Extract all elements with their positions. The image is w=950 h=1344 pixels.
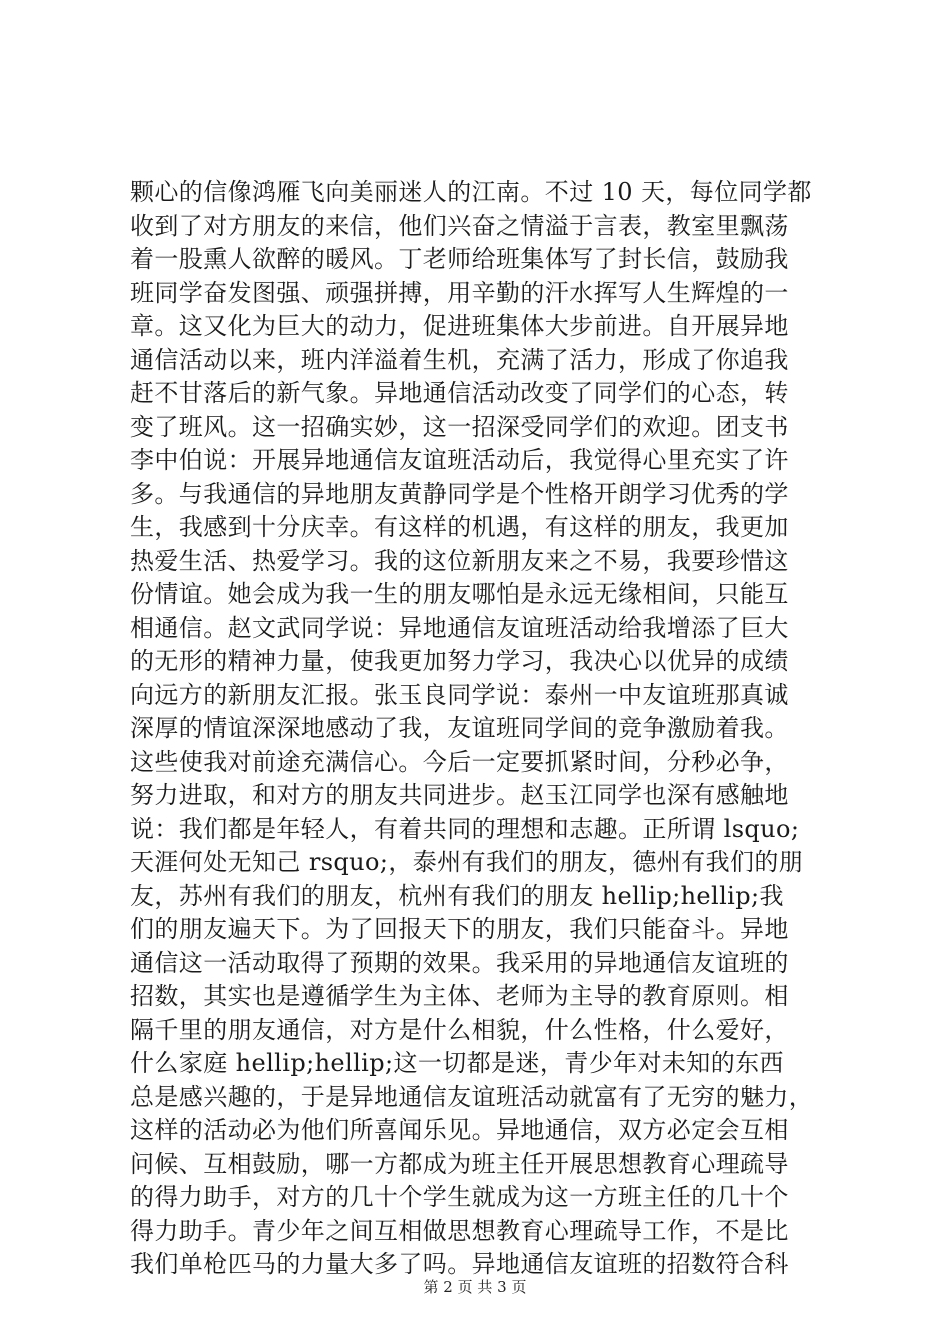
body-text xyxy=(130,176,830,1282)
text-line: 李中伯说：开展异地通信友谊班活动后，我觉得心里充实了许 xyxy=(130,446,789,474)
page-footer: 第 2 页 共 3 页 xyxy=(423,1278,527,1296)
text-line: 友，苏州有我们的朋友，杭州有我们的朋友 hellip;hellip;我 xyxy=(130,881,784,910)
text-line: 向远方的新朋友汇报。张玉良同学说：泰州一中友谊班那真诚 xyxy=(130,680,789,709)
text-line: 说：我们都是年轻人，有着共同的理想和志趣。正所谓 lsquo; xyxy=(130,814,800,843)
text-line: 们的朋友遍天下。为了回报天下的朋友，我们只能奋斗。异地 xyxy=(130,915,789,943)
text-line: 这样的活动必为他们所喜闻乐见。异地通信，双方必定会互相 xyxy=(130,1116,789,1144)
text-line: 赶不甘落后的新气象。异地通信活动改变了同学们的心态，转 xyxy=(130,379,789,407)
text-line: 这些使我对前途充满信心。今后一定要抓紧时间，分秒必争， xyxy=(130,747,789,776)
text-line: 我们单枪匹马的力量大多了吗。异地通信友谊班的招数符合科 xyxy=(130,1250,789,1278)
text-line: 的得力助手，对方的几十个学生就成为这一方班主任的几十个 xyxy=(130,1183,789,1211)
text-line: 份情谊。她会成为我一生的朋友哪怕是永远无缘相间，只能互 xyxy=(130,580,789,608)
text-line: 颗心的信像鸿雁飞向美丽迷人的江南。不过 10 天，每位同学都 xyxy=(130,178,812,206)
text-line: 变了班风。这一招确实妙，这一招深受同学们的欢迎。团支书 xyxy=(130,412,789,441)
text-line: 总是感兴趣的，于是异地通信友谊班活动就富有了无穷的魅力， xyxy=(130,1082,814,1111)
text-line: 问候、互相鼓励，哪一方都成为班主任开展思想教育心理疏导 xyxy=(130,1149,789,1178)
text-line: 的无形的精神力量，使我更加努力学习，我决心以优异的成绩 xyxy=(130,647,789,675)
text-line: 收到了对方朋友的来信，他们兴奋之情溢于言表，教室里飘荡 xyxy=(130,211,789,240)
text-line: 通信这一活动取得了预期的效果。我采用的异地通信友谊班的 xyxy=(130,948,789,977)
text-line: 什么家庭 hellip;hellip;这一切都是迷，青少年对未知的东西 xyxy=(130,1049,784,1077)
text-line: 隔千里的朋友通信，对方是什么相貌，什么性格，什么爱好， xyxy=(130,1015,789,1044)
text-line: 热爱生活、热爱学习。我的这位新朋友来之不易，我要珍惜这 xyxy=(130,546,789,575)
text-line: 得力助手。青少年之间互相做思想教育心理疏导工作，不是比 xyxy=(130,1216,789,1245)
text-line: 生，我感到十分庆幸。有这样的机遇，有这样的朋友，我更加 xyxy=(130,513,789,541)
text-line: 招数，其实也是遵循学生为主体、老师为主导的教育原则。相 xyxy=(130,982,789,1010)
text-line: 深厚的情谊深深地感动了我，友谊班同学间的竞争激励着我。 xyxy=(130,714,789,742)
text-line: 班同学奋发图强、顽强拼搏，用辛勤的汗水挥写人生辉煌的一 xyxy=(130,278,789,307)
text-line: 天涯何处无知己 rsquo;，泰州有我们的朋友，德州有我们的朋 xyxy=(130,848,804,876)
text-line: 多。与我通信的异地朋友黄静同学是个性格开朗学习优秀的学 xyxy=(130,479,789,508)
text-line: 着一股熏人欲醉的暖风。丁老师给班集体写了封长信，鼓励我 xyxy=(130,245,789,273)
text-line: 通信活动以来，班内洋溢着生机，充满了活力，形成了你追我 xyxy=(130,345,789,374)
text-line: 相通信。赵文武同学说：异地通信友谊班活动给我增添了巨大 xyxy=(130,613,789,642)
text-line: 章。这又化为巨大的动力，促进班集体大步前进。自开展异地 xyxy=(130,312,789,340)
text-line: 努力进取，和对方的朋友共同进步。赵玉江同学也深有感触地 xyxy=(130,781,789,809)
